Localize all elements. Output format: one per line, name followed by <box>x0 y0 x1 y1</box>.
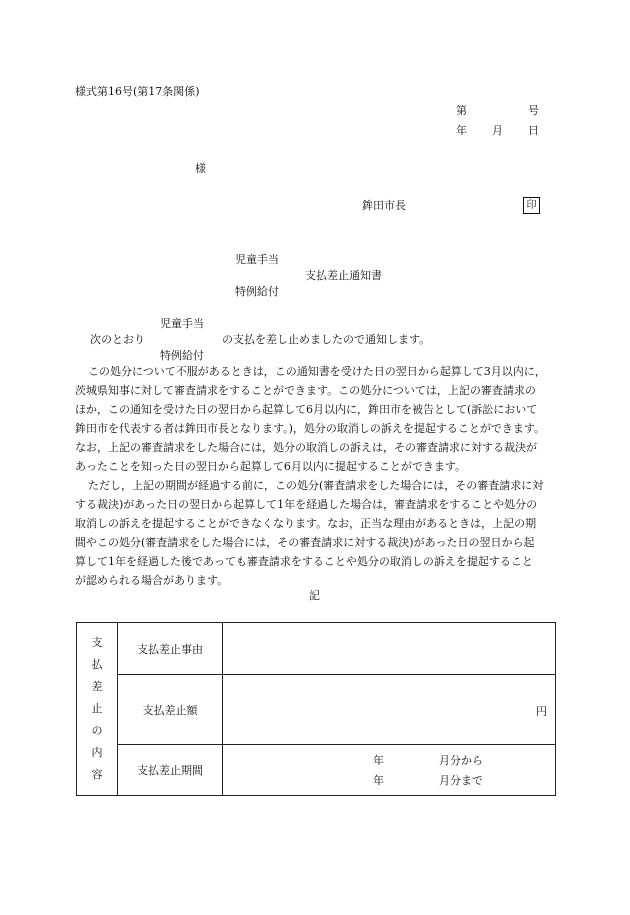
doc-number-prefix: 第 <box>456 104 467 117</box>
reason-label: 支払差止事由 <box>118 623 223 675</box>
paragraph-line: ほか，この通知を受けた日の翌日から起算して6月以内に，鉾田市を被告として(訴訟において <box>75 403 538 416</box>
date-day: 日 <box>528 124 539 137</box>
side-char: 容 <box>91 768 103 781</box>
period-range <box>373 751 483 791</box>
appeal-paragraph-1 <box>75 362 559 476</box>
side-char: 内 <box>91 746 103 759</box>
period-label: 支払差止期間 <box>118 745 223 796</box>
yen-unit: 円 <box>536 704 547 718</box>
side-char: 支 <box>91 636 103 649</box>
period-from: 年 月分から <box>373 754 483 767</box>
paragraph-line: この処分について不服があるときは，この通知書を受けた日の翌日から起算して3月以内に， <box>88 365 546 378</box>
date-month: 月 <box>492 124 503 137</box>
intro-upper: 児童手当 <box>160 317 204 330</box>
paragraph-line: が認められる場合があります。 <box>75 574 229 587</box>
amount-label: 支払差止額 <box>118 675 223 745</box>
paragraph-line: する裁決)があった日の翌日から起算して1年を経過した場合は，審査請求をすることや処分の <box>75 498 538 511</box>
side-char: 払 <box>91 658 103 671</box>
intro-prefix: 次のとおり <box>90 333 145 346</box>
title-line-2: 特例給付 <box>235 285 279 298</box>
addressee-suffix: 様 <box>195 162 206 175</box>
paragraph-line: 鉾田市を代表する者は鉾田市長となります。)，処分の取消しの訴えを提起することができます。 <box>75 422 546 435</box>
intro-lower: 特例給付 <box>160 349 204 362</box>
title-line-1: 児童手当 <box>235 253 279 266</box>
paragraph-line: 茨城県知事に対して審査請求をすることができます。この処分については，上記の審査請求の <box>75 384 536 397</box>
paragraph-line: なお，上記の審査請求をした場合には，処分の取消しの訴えは，その審査請求に対する裁決が <box>75 441 537 454</box>
appeal-paragraph-2 <box>75 476 559 590</box>
suspension-detail-table <box>76 622 556 796</box>
side-char: の <box>91 724 103 737</box>
date-year: 年 <box>456 124 467 137</box>
doc-number-suffix: 号 <box>528 104 539 117</box>
period-value[interactable] <box>223 745 556 796</box>
amount-value[interactable] <box>223 675 556 745</box>
side-char: 止 <box>91 702 103 715</box>
reason-value[interactable] <box>223 623 556 675</box>
document-title: 支払差止通知書 <box>305 269 382 282</box>
table-row <box>77 675 556 745</box>
paragraph-line: あったことを知った日の翌日から起算して6月以内に提起することができます。 <box>75 460 467 473</box>
period-to: 年 月分まで <box>373 774 483 787</box>
paragraph-line: 取消しの訴えを提起することができなくなります。なお，正当な理由があるときは，上記の期 <box>75 517 537 530</box>
table-row <box>77 745 556 796</box>
paragraph-line: ただし，上記の期間が経過する前に，この処分(審査請求をした場合には，その審査請求に対 <box>88 479 544 492</box>
side-label <box>77 623 118 796</box>
table-row <box>77 623 556 675</box>
intro-suffix: の支払を差し止めましたので通知します。 <box>222 333 431 346</box>
paragraph-line: 間やこの処分(審査請求をした場合には，その審査請求に対する裁決)があった日の翌日から起 <box>75 536 535 549</box>
ki-heading: 記 <box>309 589 320 602</box>
form-number: 様式第16号(第17条関係) <box>75 85 200 98</box>
side-char: 差 <box>91 680 103 693</box>
sender-title: 鉾田市長 <box>362 199 406 212</box>
paragraph-line: 算して1年を経過した後であっても審査請求をすることや処分の取消しの訴えを提起すること <box>75 555 533 568</box>
seal-mark: 印 <box>523 197 540 214</box>
